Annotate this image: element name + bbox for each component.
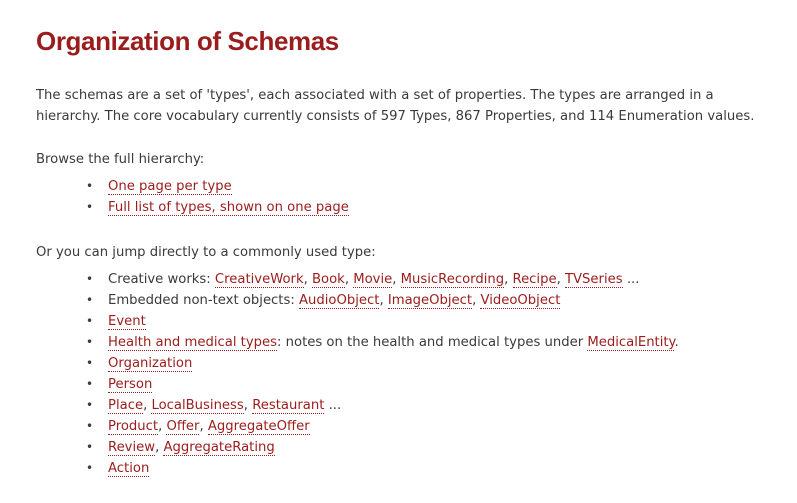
aggregateoffer-link[interactable]: AggregateOffer: [207, 419, 310, 434]
localbusiness-link[interactable]: LocalBusiness: [151, 398, 244, 413]
recipe-link[interactable]: Recipe: [512, 272, 557, 287]
creative-works-ellipsis: ...: [622, 272, 640, 287]
person-link[interactable]: Person: [108, 377, 153, 392]
restaurant-link[interactable]: Restaurant: [252, 398, 325, 413]
place-ellipsis: ...: [324, 398, 342, 413]
browse-list: [86, 176, 349, 218]
bullet-icon: •: [86, 272, 94, 286]
full-list-of-types-link[interactable]: Full list of types, shown on one page: [108, 200, 349, 215]
list-item-place: • Place, LocalBusiness, Restaurant ...: [108, 395, 679, 416]
common-types-list: [86, 269, 679, 479]
medicalentity-link[interactable]: MedicalEntity: [587, 335, 675, 350]
bullet-icon: •: [86, 179, 94, 193]
list-item-organization: [86, 353, 679, 374]
musicrecording-link[interactable]: MusicRecording: [400, 272, 505, 287]
creative-works-label: Creative works:: [108, 272, 215, 287]
bullet-icon: •: [86, 293, 94, 307]
list-item: [86, 176, 349, 197]
jump-label: Or you can jump directly to a commonly used type:: [36, 245, 376, 260]
list-item-person: [86, 374, 679, 395]
health-period: .: [674, 335, 679, 350]
review-link[interactable]: Review: [108, 440, 156, 455]
creativework-link[interactable]: CreativeWork: [214, 272, 304, 287]
intro-paragraph: The schemas are a set of 'types', each associated with a set of properties. The types are arranged in a hierarchy. The core vocabulary currently consists of 597 Types, 867 Properties, and 114 Enumeration values.: [36, 88, 755, 124]
list-item-event: [86, 311, 679, 332]
bullet-icon: •: [86, 377, 94, 391]
tvseries-link[interactable]: TVSeries: [564, 272, 623, 287]
list-item-action: [86, 458, 679, 479]
list-item-embedded: • Embedded non-text objects: AudioObject, ImageObject, VideoObject: [108, 290, 679, 311]
browse-label: Browse the full hierarchy:: [36, 152, 205, 167]
bullet-icon: •: [86, 440, 94, 454]
bullet-icon: •: [86, 398, 94, 412]
imageobject-link[interactable]: ImageObject: [387, 293, 473, 308]
event-link[interactable]: Event: [108, 314, 146, 329]
list-item-product: • Product, Offer, AggregateOffer: [108, 416, 679, 437]
bullet-icon: •: [86, 314, 94, 328]
place-link[interactable]: Place: [108, 398, 144, 413]
aggregaterating-link[interactable]: AggregateRating: [163, 440, 275, 455]
one-page-per-type-link[interactable]: One page per type: [108, 179, 232, 194]
bullet-icon: •: [86, 419, 94, 433]
movie-link[interactable]: Movie: [353, 272, 393, 287]
bullet-icon: •: [86, 356, 94, 370]
list-item-health: [86, 332, 679, 353]
organization-link[interactable]: Organization: [108, 356, 193, 371]
bullet-icon: •: [86, 200, 94, 214]
list-item: [86, 197, 349, 218]
bullet-icon: •: [86, 461, 94, 475]
videoobject-link[interactable]: VideoObject: [480, 293, 561, 308]
audioobject-link[interactable]: AudioObject: [299, 293, 380, 308]
embedded-label: Embedded non-text objects:: [108, 293, 299, 308]
product-link[interactable]: Product: [108, 419, 159, 434]
health-note-text: : notes on the health and medical types under: [277, 335, 588, 350]
offer-link[interactable]: Offer: [166, 419, 200, 434]
bullet-icon: •: [86, 335, 94, 349]
list-item-creative-works: • Creative works: CreativeWork, Book, Movie, MusicRecording, Recipe, TVSeries ...: [108, 269, 679, 290]
action-link[interactable]: Action: [108, 461, 150, 476]
list-item-review: • Review, AggregateRating: [108, 437, 679, 458]
book-link[interactable]: Book: [311, 272, 345, 287]
health-medical-types-link[interactable]: Health and medical types: [108, 335, 278, 350]
page-title: Organization of Schemas: [36, 26, 339, 56]
